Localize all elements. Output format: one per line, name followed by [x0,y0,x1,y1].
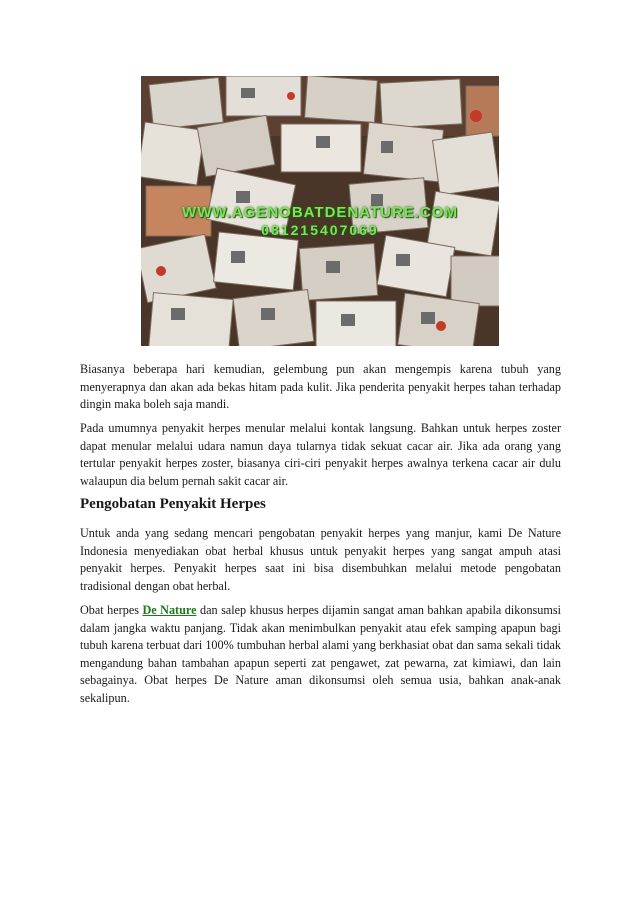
paragraph-3: Untuk anda yang sedang mencari pengobatan penyakit herpes yang manjur, kami De Nature Indonesia menyediakan obat herbal khusus untuk penyakit herpes yang sangat ampuh atasi penyakit herpes. Penyakit herpes saat ini bisa disembuhkan melalui metode pengobatan tradisional dengan obat herbal. [80,526,561,593]
paragraph-4-end: dan salep khusus herpes dijamin sangat aman bahkan apabila dikonsumsi dalam jangka waktu panjang. Tidak akan menimbulkan penyakit atau efek samping apapun bagi tubuh karena terbuat dari 100% tumbuhan herbal alami yang berkhasiat obat dan sama sekali tidak mengandung bahan tambahan apapun seperti zat pengawet, zat pewarna, zat kimiawi, dan lain sebagainya. Obat herpes De Nature aman dikonsumsi oleh semua usia, bahkan anak-anak sekalipun. [80,603,561,705]
watermark-phone: 081215407069 [261,222,379,238]
de-nature-link[interactable]: De Nature [142,603,197,617]
watermark-url: WWW.AGENOBATDENATURE.COM [182,204,458,221]
section-heading: Pengobatan Penyakit Herpes [80,496,266,512]
paragraph-1: Biasanya beberapa hari kemudian, gelembung pun akan mengempis karena tubuh yang menyerapnya dan akan ada bekas hitam pada kulit. Jika penderita penyakit herpes tahan terhadap dingin maka boleh saja mandi. [80,362,561,411]
product-photo [141,76,499,346]
paragraph-4-start: Obat herpes [80,603,143,617]
paragraph-4 [80,602,561,707]
paragraph-2: Pada umumnya penyakit herpes menular melalui kontak langsung. Bahkan untuk herpes zoster dapat menular melalui udara namun daya tularnya tidak sekuat cacar air. Jika ada orang yang tertular penyakit herpes zoster, biasanya ciri-ciri penyakit herpes awalnya terkena cacar air dulu walaupun dia belum pernah sakit cacar air. [80,421,561,488]
